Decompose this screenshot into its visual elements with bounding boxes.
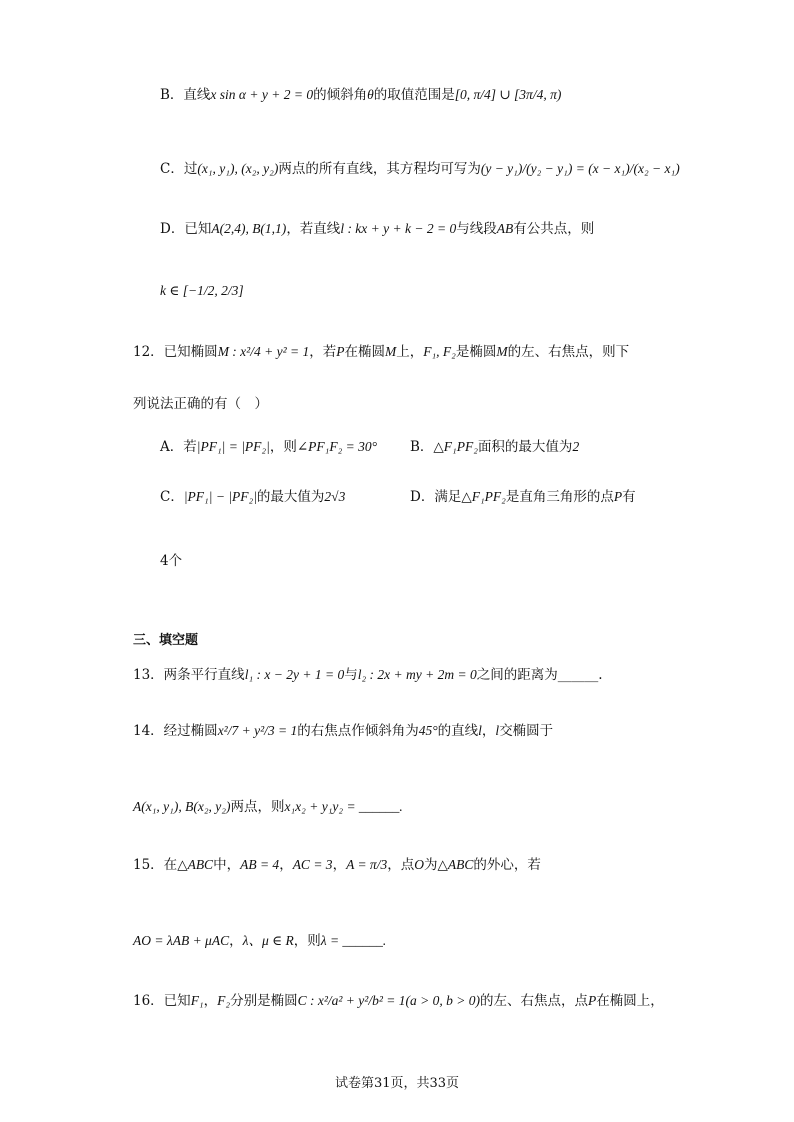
q15-text4: ， [332, 857, 347, 873]
lambda-blank: λ = ______. [320, 933, 387, 948]
ellipse-m: M : x²/4 + y² = 1 [217, 344, 310, 359]
point-p: P [336, 344, 345, 359]
q16-text5: 在椭圆上， [596, 993, 664, 1009]
two-point-formula: (y − y₁)/(y₂ − y₁) = (x − x₁)/(x₂ − x₁) [480, 161, 680, 176]
q14-text3: 的直线 [437, 723, 479, 739]
section-heading: 三、填空题 [133, 633, 199, 648]
points-expression: (x₁, y₁), (x₂, y₂) [197, 161, 279, 176]
q12d-text2: 是直角三角形的点 [505, 489, 614, 505]
line-l1: l₁ : x − 2y + 1 = 0 [244, 667, 345, 682]
ellipse-eq: x²/7 + y²/3 = 1 [217, 723, 298, 738]
q12-text3: 在椭圆 [344, 344, 385, 360]
option-d-line [160, 220, 594, 238]
triangle-f1pf2-2: △F₁PF₂ [461, 489, 506, 504]
line-l-equation: l : kx + y + k − 2 = 0 [340, 221, 457, 236]
point-o: O [414, 857, 424, 872]
option-d-text: D．已知 [160, 221, 212, 237]
equation: x sin α + y + 2 = 0 [210, 87, 314, 102]
points-ab: A(2,4), B(1,1) [211, 221, 287, 236]
option-c-text: C．过 [160, 161, 198, 177]
max-area: 2 [572, 439, 580, 454]
question-14 [133, 722, 553, 740]
focus-f1: F₁ [190, 993, 204, 1008]
option-b-text2: 的倾斜角 [313, 87, 368, 103]
ac-eq: AC = 3 [292, 857, 333, 872]
q12b-text2: 面积的最大值为 [477, 439, 573, 455]
option-b-text3: 的取值范围是 [373, 87, 455, 103]
point-p-2: P [613, 489, 623, 504]
q12c-text: C． [160, 489, 184, 505]
question-16 [133, 992, 664, 1010]
focus-f2: F₂ [217, 993, 231, 1008]
option-d-text4: 有公共点，则 [513, 221, 595, 237]
q14-text2: 的右焦点作倾斜角为 [297, 723, 419, 739]
option-d-range-line [160, 282, 244, 300]
q12d-text3: 有 [622, 489, 636, 505]
angle-a: A = π/3 [346, 857, 388, 872]
ellipse-m-ref: M [384, 344, 397, 359]
ellipse-m-ref2: M [496, 344, 508, 359]
angle-eq: ∠PF₁F₂ = 30° [296, 439, 378, 454]
product-sum: x₁x₂ + y₁y₂ = ______. [284, 799, 403, 814]
q16-text4: 的左、右焦点，点 [479, 993, 588, 1009]
q13-text: 13．两条平行直线 [133, 667, 245, 683]
pf-diff: |PF₁| − |PF₂| [183, 489, 257, 504]
option-d-text3: 与线段 [456, 221, 497, 237]
line-l-ref: l [495, 723, 500, 738]
ab-eq: AB = 4 [240, 857, 280, 872]
triangle-abc: △ABC [177, 857, 214, 872]
q14-text: 14．经过椭圆 [133, 723, 218, 739]
q15-text2: 中， [213, 857, 241, 873]
option-12d-cont [160, 552, 182, 570]
option-12d [410, 488, 636, 506]
q12-text2: ，若 [309, 344, 337, 360]
option-12c [160, 488, 345, 506]
range-expression: [0, π/4] ∪ [3π/4, π) [454, 87, 562, 102]
question-14-cont [133, 798, 403, 816]
q12b-text: B． [410, 439, 434, 455]
segment-ab: AB [496, 221, 514, 236]
q12a-text: A．若 [160, 439, 197, 455]
lambda-mu-real: λ、μ ∈ R [242, 933, 294, 948]
q13-text3: 之间的距离为______. [476, 667, 603, 683]
question-15-cont [133, 932, 386, 950]
q15-text6: 为 [423, 857, 438, 873]
question-15 [133, 856, 541, 874]
q15-text: 15．在 [133, 857, 178, 873]
q15-cont-text2: ，则 [293, 933, 321, 949]
option-b-line [160, 86, 561, 104]
q13-text2: 与 [344, 667, 358, 683]
q12d-cont-text: 4个 [160, 553, 183, 569]
page-footer: 试卷第31页，共33页 [334, 1076, 460, 1091]
triangle-f1pf2: △F₁PF₂ [433, 439, 478, 454]
pf1-eq-pf2: |PF₁| = |PF₂| [196, 439, 270, 454]
triangle-abc-ref: △ABC [437, 857, 474, 872]
q15-text3: ， [279, 857, 293, 873]
question-12-cont [133, 395, 268, 413]
q12-cont-text: 列说法正确的有（ ） [133, 396, 268, 412]
q12c-text2: 的最大值为 [256, 489, 325, 505]
q16-text: 16．已知 [133, 993, 191, 1009]
q12-text4: 上， [396, 344, 424, 360]
points-a-b: A(x₁, y₁), B(x₂, y₂) [133, 799, 231, 814]
line-l: l [478, 723, 482, 738]
option-12b [410, 438, 579, 456]
ellipse-c: C : x²/a² + y²/b² = 1(a > 0, b > 0) [297, 993, 480, 1008]
q12-text5: 是椭圆 [455, 344, 497, 360]
option-12a [160, 438, 377, 456]
question-13 [133, 666, 603, 684]
q12d-text: D．满足 [410, 489, 462, 505]
q15-text7: 的外心，若 [473, 857, 541, 873]
q16-text2: ， [203, 993, 218, 1009]
theta-symbol: θ [367, 87, 374, 102]
option-c-text2: 两点的所有直线，其方程均可写为 [278, 161, 481, 177]
line-l2: l₂ : 2x + my + 2m = 0 [357, 667, 477, 682]
q14-text5: 交椭圆于 [499, 723, 554, 739]
q12a-text2: ，则 [269, 439, 297, 455]
option-b-text: B．直线 [160, 87, 211, 103]
q12-text6: 的左、右焦点，则下 [507, 344, 630, 360]
q16-text3: 分别是椭圆 [230, 993, 298, 1009]
point-p-16: P [587, 993, 597, 1008]
foci: F₁, F₂ [423, 344, 456, 359]
question-12-line [133, 343, 629, 361]
angle-45: 45° [418, 723, 438, 738]
option-c-line [160, 160, 680, 178]
k-range: k ∈ [−1/2, 2/3] [160, 283, 244, 298]
q12-text: 12．已知椭圆 [133, 344, 218, 360]
q14-text4: ， [481, 723, 496, 739]
q15-text5: ，点 [387, 857, 415, 873]
q15-cont-text: ， [229, 933, 243, 949]
max-diff: 2√3 [324, 489, 346, 504]
q14-cont-text: 两点，则 [230, 799, 285, 815]
option-d-text2: ，若直线 [286, 221, 341, 237]
vector-eq: AO = λAB + μAC [133, 933, 230, 948]
